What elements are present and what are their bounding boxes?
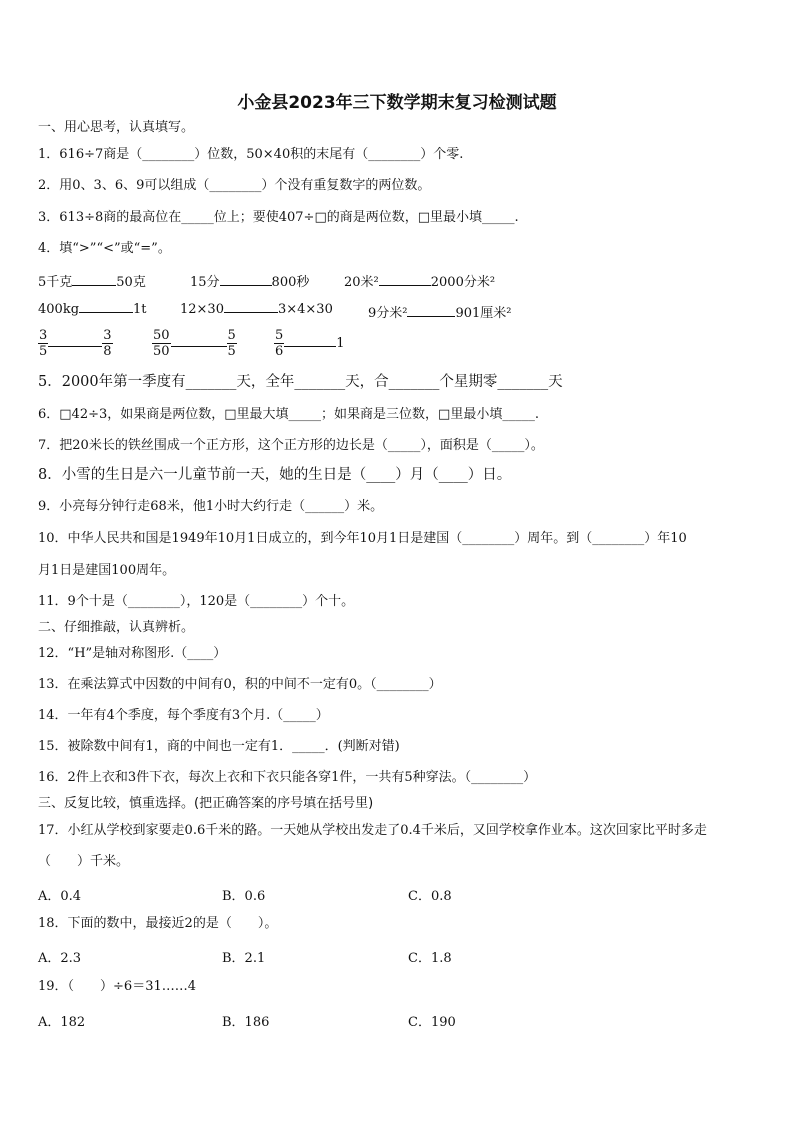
fraction: $\frac{50}{50}$ [153,328,170,359]
question-7: 7．把20米长的铁丝围成一个正方形，这个正方形的边长是（_____），面积是（_____）。 [38,438,544,453]
compare-item-2b: 12×30 3×4×30 [180,302,333,317]
question-9: 9．小亮每分钟行走68米，他1小时大约行走（______）米。 [38,499,384,514]
option-c: C．1.8 [408,951,452,966]
compare-item-1a: 5千克 50克 [38,275,146,290]
section-heading-2: 二、仔细推敲，认真辨析。 [38,620,195,635]
compare-item-1b: 15分 800秒 [190,275,310,290]
fraction-compare-3: $\frac{5}{6}$ 1 [275,328,345,359]
question-19: 19．（ ）÷6＝31……4 [38,979,197,994]
question-15: 15．被除数中间有1，商的中间也一定有1．_____．(判断对错) [38,739,400,754]
option-c: C．190 [408,1015,456,1030]
question-17-line-1: 17．小红从学校到家要走0.6千米的路。一天她从学校出发走了0.4千米后，又回学校拿作业本。这次回家比平时多走 [38,823,707,838]
fraction: $\frac{5}{6}$ [275,328,284,359]
question-11: 11．9个十是（________），120是（________）个十。 [38,594,355,609]
option-b: B．2.1 [222,951,266,966]
question-2: 2．用0、3、6、9可以组成（________）个没有重复数字的两位数。 [38,178,431,193]
question-1: 1．616÷7商是（________）位数，50×40积的末尾有（________）个零. [38,147,464,162]
section-heading-3: 三、反复比较，慎重选择。(把正确答案的序号填在括号里) [38,796,374,811]
option-a: A．182 [38,1015,86,1030]
option-a: A．2.3 [38,951,82,966]
section-heading-1: 一、用心思考，认真填写。 [38,120,195,135]
question-3: 3．613÷8商的最高位在_____位上；要使407÷□的商是两位数，□里最小填_____. [38,210,519,225]
question-13: 13．在乘法算式中因数的中间有0，积的中间不一定有0。（________） [38,677,442,692]
option-c: C．0.8 [408,889,452,904]
fraction: $\frac{3}{5}$ [39,328,48,359]
question-10-line-2: 月1日是建国100周年。 [38,563,176,578]
question-6: 6．□42÷3，如果商是两位数，□里最大填_____；如果商是三位数，□里最小填_____. [38,407,539,422]
question-16: 16．2件上衣和3件下衣，每次上衣和下衣只能各穿1件，一共有5种穿法。（________） [38,770,537,785]
fraction: $\frac{3}{8}$ [103,328,112,359]
fraction-compare-1 [38,328,113,359]
question-18: 18．下面的数中，最接近2的是（ ）。 [38,916,278,931]
question-12: 12．“H”是轴对称图形.（____） [38,646,227,661]
page-title: 小金县2023年三下数学期末复习检测试题 [237,93,557,113]
question-5: 5．2000年第一季度有_______天，全年_______天，合_______个星期零_______天 [38,374,563,390]
option-a: A．0.4 [38,889,82,904]
question-4: 4．填“>”“<”或“=”。 [38,241,171,256]
question-14: 14．一年有4个季度，每个季度有3个月.（_____） [38,708,329,723]
compare-item-1c: 20米² 2000分米² [344,275,496,290]
question-10-line-1: 10．中华人民共和国是1949年10月1日成立的，到今年10月1日是建国（________）周年。到（________）年10 [38,531,687,546]
question-17-line-2: （ ）千米。 [38,854,130,869]
option-b: B．0.6 [222,889,266,904]
option-b: B．186 [222,1015,270,1030]
question-8: 8．小雪的生日是六一儿童节前一天，她的生日是（____）月（____）日。 [38,467,512,483]
fraction-compare-2 [152,328,237,359]
compare-item-2a: 400kg 1t [38,302,147,317]
fraction: $\frac{5}{5}$ [227,328,236,359]
compare-item-2c: 9分米² 901厘米² [368,306,512,321]
